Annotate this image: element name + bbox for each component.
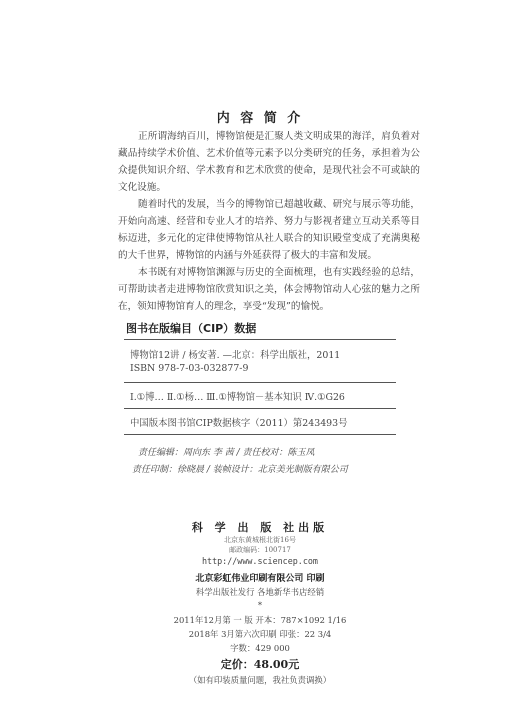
cip-block xyxy=(124,339,396,504)
cip-line-classification: Ⅰ.①博… Ⅱ.①杨… Ⅲ.①博物馆－基本知识 Ⅳ.①G26 xyxy=(130,392,345,403)
summary-paragraph-3: 本书既有对博物馆渊源与历史的全面梳理，也有实践经验的总结，可帮助读者走进博物馆欣赏知识之美，体会博物馆动人心弦的魅力之所在，领知博物馆育人的理念，享受“发现”的愉悦。 xyxy=(118,267,420,312)
credits-production: 责任印制：徐晓晨 / 装帧设计：北京美光制版有限公司 xyxy=(132,465,348,475)
printer-line: 北京彩虹伟业印刷有限公司 印刷 xyxy=(195,574,325,584)
separator-star: * xyxy=(257,600,263,610)
summary-paragraph-1: 正所谓海纳百川，博物馆便是汇聚人类文明成果的海洋，肩负着对藏品持续学术价值、艺术价值等元素予以分类研究的任务，承担着为公众提供知识介绍、学术教育和艺术欣赏的使命，是现代社会不可或缺的文化设施。 xyxy=(118,131,420,193)
publisher-address: 北京东黄城根北街16号 xyxy=(224,536,296,544)
wordcount-line: 字数：429 000 xyxy=(230,643,290,653)
summary-paragraph-2: 随着时代的发展，当今的博物馆已超越收藏、研究与展示等功能，开始向高速、经营和专业人才的培养、努力与影视者建立互动关系等目标迈进，多元化的定律使博物馆从社人联合的知识殿堂变成了充满奥秘的大千世界，博物馆的内涵与外延获得了极大的丰富和发展。 xyxy=(118,199,420,261)
cip-title: 图书在版编目（CIP）数据 xyxy=(126,322,257,335)
cip-line-record-number: 中国版本图书馆CIP数据核字（2011）第243493号 xyxy=(130,418,348,429)
cip-bottom-rule xyxy=(124,434,396,435)
cip-mid-rule-2 xyxy=(124,408,396,409)
cip-line-title: 博物馆12讲 / 杨安著. —北京：科学出版社，2011 xyxy=(130,350,341,361)
cip-top-rule xyxy=(124,339,396,340)
edition-line: 2011年12月第 一 版 开本：787×1092 1/16 xyxy=(173,615,347,625)
distribution-line: 科学出版社发行 各地新华书店经销 xyxy=(195,587,325,597)
price-label: 定价：48.00元 xyxy=(220,658,300,671)
publisher-name: 科 学 出 版 社出版 xyxy=(191,521,329,534)
summary-title: 内 容 简 介 xyxy=(216,111,304,126)
quality-note: （如有印装质量问题，我社负责调换） xyxy=(188,675,332,685)
publisher-url: http://www.sciencep.com xyxy=(202,556,318,566)
cip-mid-rule xyxy=(124,382,396,383)
publisher-postcode: 邮政编码：100717 xyxy=(229,546,291,554)
credits-editors: 责任编辑：周向东 李 茜 / 责任校对：陈玉凤 xyxy=(138,448,315,458)
cip-line-isbn: ISBN 978-7-03-032877-9 xyxy=(130,363,249,374)
printing-line: 2018年 3月第六次印刷 印张：22 3/4 xyxy=(188,629,332,639)
